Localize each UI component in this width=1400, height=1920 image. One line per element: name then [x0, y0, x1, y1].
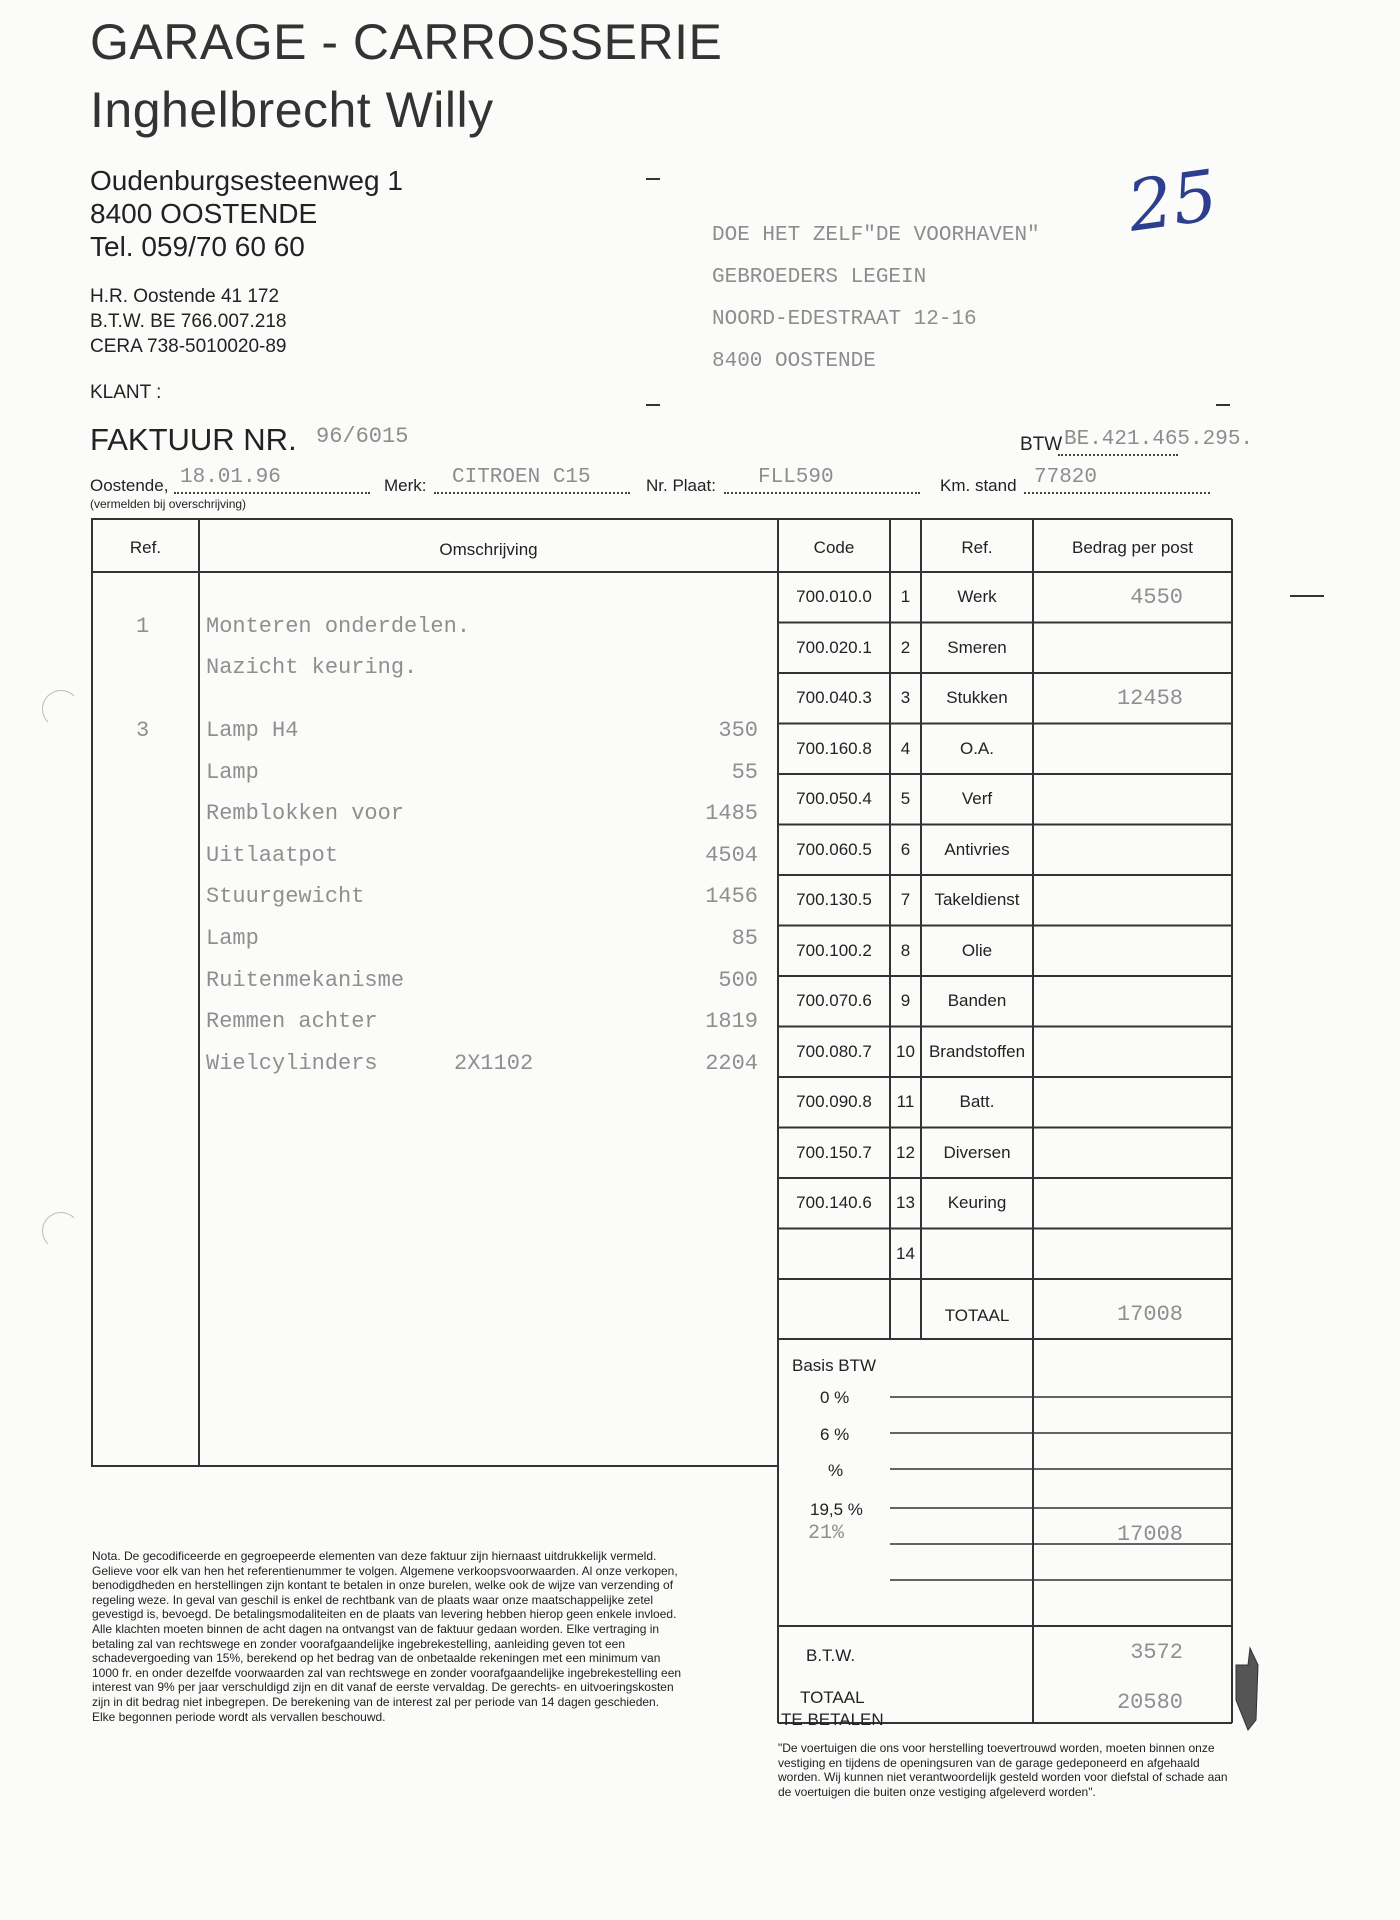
post-code: 700.130.5 [796, 890, 872, 910]
post-number: 13 [896, 1193, 915, 1213]
btw-label: BTW [1020, 434, 1063, 455]
item-amount: 85 [731, 926, 758, 951]
post-name: Olie [961, 940, 993, 960]
vat-base-amount: 17008 [1116, 1522, 1183, 1547]
item-amount: 4504 [705, 843, 758, 868]
invoice-number: 96/6015 [316, 424, 409, 449]
post-name: Banden [947, 991, 1007, 1011]
post-code: 700.050.4 [796, 789, 872, 809]
item-description: Nazicht keuring. [206, 655, 418, 680]
punch-hole [42, 1212, 80, 1250]
post-number: 8 [900, 940, 911, 960]
pay-label-due: TE BETALEN [781, 1710, 884, 1729]
post-number: 11 [896, 1092, 915, 1112]
total-amount: 17008 [1116, 1302, 1183, 1327]
post-number: 10 [896, 1041, 915, 1061]
post-number: 2 [900, 637, 911, 657]
post-amount: 12458 [1116, 686, 1183, 712]
post-name: Werk [957, 587, 997, 607]
item-quantity: 2X1102 [454, 1051, 534, 1076]
transfer-note: (vermelden bij overschrijving) [90, 497, 247, 511]
vat-rate-195: 19,5 % [810, 1500, 863, 1519]
brand-label: Merk: [384, 476, 427, 495]
item-amount: 55 [731, 760, 758, 785]
item-description: Monteren onderdelen. [206, 614, 471, 639]
header-code: Code [813, 538, 855, 557]
post-name: Antivries [944, 839, 1010, 859]
post-number: 4 [900, 738, 911, 758]
invoice-title: FAKTUUR NR. [90, 422, 297, 457]
header-description: Omschrijving [439, 540, 538, 559]
post-number: 14 [896, 1243, 915, 1263]
client-company: GEBROEDERS LEGEIN [712, 266, 927, 289]
post-code: 700.080.7 [796, 1041, 872, 1061]
header-ref2: Ref. [961, 538, 993, 557]
company-owner: Inghelbrecht Willy [90, 82, 494, 138]
vat-rate-6: 6 % [820, 1425, 850, 1444]
bank-account: CERA 738-5010020-89 [90, 336, 287, 357]
km-label: Km. stand [940, 476, 1017, 495]
post-number: 9 [900, 991, 911, 1011]
item-amount: 1819 [705, 1009, 758, 1034]
post-code: 700.010.0 [796, 587, 872, 607]
phone-number: Tel. 059/70 60 60 [90, 231, 305, 262]
client-name: DOE HET ZELF"DE VOORHAVEN" [712, 224, 1040, 247]
item-description: Remmen achter [206, 1009, 378, 1034]
amount-due: 20580 [1116, 1690, 1183, 1715]
item-description: Lamp [206, 760, 259, 785]
post-name: Diversen [943, 1142, 1011, 1162]
client-label: KLANT : [90, 382, 162, 403]
post-name: Keuring [947, 1193, 1007, 1213]
post-number: 12 [896, 1142, 915, 1162]
item-description: Lamp [206, 926, 259, 951]
punch-hole [42, 690, 80, 728]
vat-number: B.T.W. BE 766.007.218 [90, 311, 287, 332]
item-ref: 3 [136, 718, 150, 743]
address-city: 8400 OOSTENDE [90, 198, 318, 229]
vat-rate-typed: 21% [808, 1522, 845, 1545]
vat-label: B.T.W. [806, 1646, 856, 1665]
header-amount: Bedrag per post [1072, 538, 1193, 557]
post-code: 700.020.1 [796, 637, 872, 657]
terms-note: Nota. De gecodificeerde en gegroepeerde elementen van deze faktuur zijn hiernaast uitdrukkelijk vermeld. Gelieve voor elk van hen het referentienummer te volgen. Algemene verkoopsvoorwaarden. Al onze verkopen, benodigdheden en herstellingen zijn kontant te betalen in onze burelen, welke ook de wijze van verzending of regeling weze. In geval van geschil is enkel de rechtbank van de plaats waar onze maatschappelijke zetel gevestigd is, bevoegd. De betalingsmodaliteiten en de plaats van levering hebben hierop geen enkele invloed. Alle klachten moeten binnen de acht dagen na ontvangst van de faktuur gedaan worden. Elke vertraging in betaling zal van rechtswege en zonder voorafgaandelijke ingebrekestelling, aanleiding geven tot een schadevergoeding van 15%, berekend op het bedrag van de onbetaalde rekeningen met een minimum van 1000 fr. en onder dezelfde voorwaarden zal van rechtswege en zonder voorafgaandelijke ingebrekestelling een interest van 9% per jaar verschuldigd zijn en dit vanaf de eerste vervaldag. De gerechts- en uitvoeringskosten zijn in dit bedrag niet inbegrepen. De berekening van de interest zal per periode van 14 dagen geschieden. Elke begonnen periode wordt als vervallen beschouwd. [92, 1549, 682, 1724]
post-name: Verf [961, 789, 993, 809]
vat-rate-blank: % [828, 1461, 844, 1480]
vat-base-label: Basis BTW [792, 1356, 877, 1375]
post-code: 700.150.7 [796, 1142, 872, 1162]
header-ref: Ref. [129, 538, 162, 557]
vat-amount: 3572 [1130, 1640, 1183, 1665]
invoice-date: 18.01.96 [180, 466, 281, 489]
post-code: 700.060.5 [796, 839, 872, 859]
post-name: Batt. [959, 1092, 995, 1112]
post-amount: 4550 [1130, 585, 1183, 611]
post-name: Stukken [946, 688, 1008, 708]
address-street: Oudenburgsesteenweg 1 [90, 165, 403, 196]
handwritten-number: 25 [1122, 154, 1223, 248]
mileage: 77820 [1034, 466, 1098, 489]
vehicle-disclaimer: "De voertuigen die ons voor herstelling toevertrouwd worden, moeten binnen onze vestiging en tijdens de openingsuren van de garage gedeponeerd en afgehaald worden. Wij kunnen niet verantwoordelijk gesteld worden voor diefstal of schade aan de voertuigen die buiten onze vestiging afgeleverd worden". [778, 1741, 1228, 1799]
item-description: Stuurgewicht [206, 884, 365, 909]
post-code: 700.070.6 [796, 991, 872, 1011]
item-amount: 2204 [705, 1051, 758, 1076]
client-city: 8400 OOSTENDE [712, 350, 876, 373]
post-number: 1 [900, 587, 911, 607]
item-amount: 500 [718, 968, 758, 993]
item-description: Lamp H4 [206, 718, 299, 743]
pay-label-total: TOTAAL [800, 1688, 865, 1707]
item-amount: 1456 [705, 884, 758, 909]
car-brand: CITROEN C15 [452, 466, 591, 489]
post-name: O.A. [959, 738, 994, 758]
trade-register: H.R. Oostende 41 172 [90, 286, 280, 307]
item-ref: 1 [136, 614, 150, 639]
post-code: 700.040.3 [796, 688, 872, 708]
plate-label: Nr. Plaat: [646, 476, 716, 495]
item-amount: 350 [718, 718, 758, 743]
client-street: NOORD-EDESTRAAT 12-16 [712, 308, 977, 331]
client-vat: BE.421.465.295. [1064, 428, 1254, 451]
post-code: 700.100.2 [796, 940, 872, 960]
post-number: 5 [900, 789, 911, 809]
total-label: TOTAAL [944, 1306, 1010, 1325]
place-label: Oostende, [90, 476, 169, 495]
license-plate: FLL590 [758, 466, 834, 489]
item-description: Remblokken voor [206, 801, 405, 826]
post-name: Takeldienst [934, 890, 1020, 910]
post-number: 7 [900, 890, 911, 910]
item-description: Uitlaatpot [206, 843, 339, 868]
vat-rate-0: 0 % [820, 1388, 850, 1407]
post-code: 700.160.8 [796, 738, 872, 758]
company-name: GARAGE - CARROSSERIE [90, 14, 723, 70]
post-number: 6 [900, 839, 911, 859]
post-code: 700.090.8 [796, 1092, 872, 1112]
post-number: 3 [900, 688, 911, 708]
item-description: Ruitenmekanisme [206, 968, 405, 993]
post-name: Brandstoffen [928, 1041, 1026, 1061]
item-description: Wielcylinders [206, 1051, 378, 1076]
post-name: Smeren [947, 637, 1007, 657]
post-code: 700.140.6 [796, 1193, 872, 1213]
item-amount: 1485 [705, 801, 758, 826]
